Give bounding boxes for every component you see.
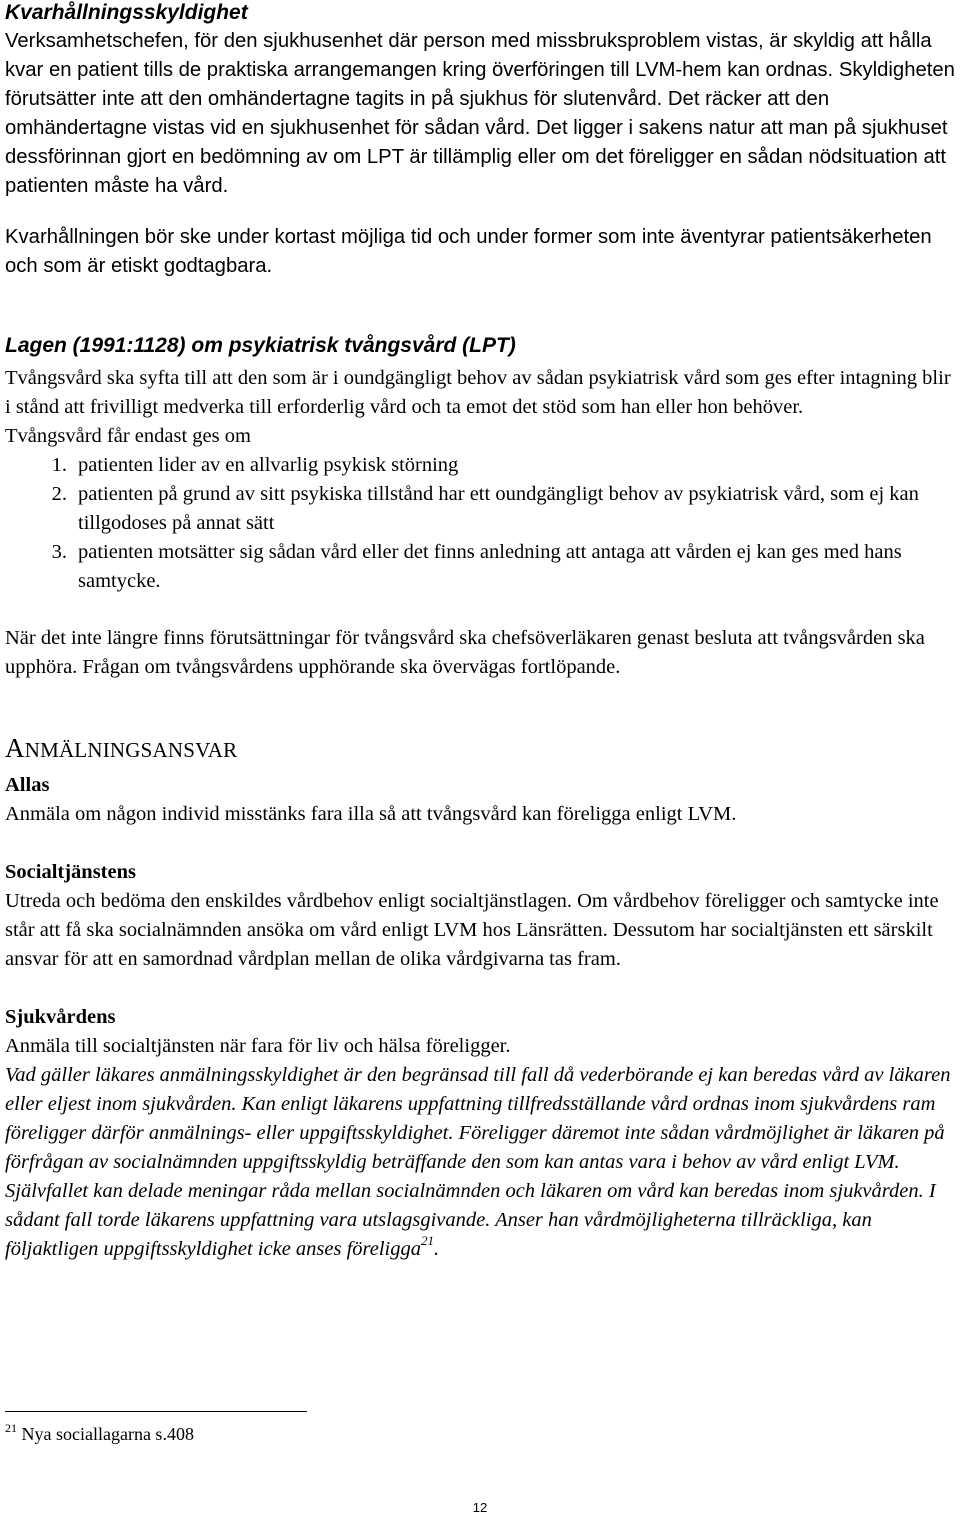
paragraph-lpt-2: När det inte längre finns förutsättningar för tvångsvård ska chefsöverläkaren genast besluta att tvångsvården ska upphöra. Frågan om tvångsvårdens upphörande ska övervägas fortlöpande. xyxy=(5,627,925,678)
subheading-sjukvardens: Sjukvårdens xyxy=(5,1006,116,1028)
list-item xyxy=(5,538,957,596)
footnote-number: 21 xyxy=(5,1421,17,1435)
list-item-text: patienten på grund av sitt psykiska tillstånd har ett oundgängligt behov av psykiatrisk vård, som ej kan tillgodoses på annat sätt xyxy=(78,483,919,534)
footnote-separator xyxy=(5,1411,307,1412)
section-title-anmalningsansvar: ANMÄLNINGSANSVAR xyxy=(5,733,238,763)
list-item xyxy=(5,451,957,480)
paragraph-lpt-list-intro: Tvångsvård får endast ges om xyxy=(5,425,251,447)
page-number: 12 xyxy=(472,1500,488,1515)
list-item xyxy=(5,480,957,538)
footnote xyxy=(5,1420,194,1448)
list-item-text: patienten lider av en allvarlig psykisk störning xyxy=(78,454,459,476)
subheading-allas: Allas xyxy=(5,774,50,796)
list-item-text: patienten motsätter sig sådan vård eller det finns anledning att antaga att vården ej kan ges med hans samtycke. xyxy=(78,541,902,592)
footnote-reference[interactable]: 21 xyxy=(421,1233,434,1248)
paragraph-kvarhallning-1: Verksamhetschefen, för den sjukhusenhet där person med missbruksproblem vistas, är skyldig att hålla kvar en patient tills de praktiska arrangemangen kring överföringen till LVM-hem kan ordnas. Skyldigheten förutsätter inte att den omhändertagne tagits in på sjukhus för slutenvård. Det räcker att den omhändertagne vistas vid en sjukhusenhet för sådan vård. Det ligger i sakens natur att man på sjukhuset dessförinnan gjort en bedömning av om LPT är tillämplig eller om det föreligger en sådan nödsituation att patienten måste ha vård. xyxy=(5,30,955,197)
criteria-list xyxy=(5,451,957,596)
paragraph-socialtjanstens: Utreda och bedöma den enskildes vårdbehov enligt socialtjänstlagen. Om vårdbehov föreligger och samtycke inte står att få ska socialnämnden ansöka om vård enligt LVM hos Länsrätten. Dessutom har socialtjänsten ett särskilt ansvar för att en samordnad vårdplan mellan de olika vårdgivarna tas fram. xyxy=(5,890,939,970)
paragraph-sjukvardens-italic: Vad gäller läkares anmälningsskyldighet är den begränsad till fall då vederbörande ej kan beredas vård av läkaren eller eljest inom sjukvården. Kan enligt läkarens uppfattning tillfredsställande vård ordnas inom sjukvårdens ram föreligger därför anmälnings- eller uppgiftsskyldighet. Föreligger däremot inte sådan vårdmöjlighet är läkaren på förfrågan av socialnämnden uppgiftsskyldig beträffande den som kan antas vara i behov av vård enligt LVM. Självfallet kan delade meningar råda mellan socialnämnden och läkaren om vård kan beredas inom sjukvården. I sådant fall torde läkarens uppfattning vara utslagsgivande. Anser han vårdmöjligheterna tillräckliga, kan följaktligen uppgiftsskyldighet icke anses föreligga$^{21}$. xyxy=(5,1064,951,1260)
footnote-text: Nya sociallagarna s.408 xyxy=(21,1424,194,1444)
paragraph-allas: Anmäla om någon individ misstänks fara illa så att tvångsvård kan föreligga enligt LVM. xyxy=(5,803,737,825)
paragraph-kvarhallning-2: Kvarhållningen bör ske under kortast möjliga tid och under former som inte äventyrar patientsäkerheten och som är etiskt godtagbara. xyxy=(5,226,932,277)
subheading-socialtjanstens: Socialtjänstens xyxy=(5,861,136,883)
list-item-number: 1. xyxy=(51,454,67,476)
paragraph-lpt-1: Tvångsvård ska syfta till att den som är i oundgängligt behov av sådan psykiatrisk vård som ges efter intagning blir i stånd att frivilligt medverka till erforderlig vård och ta emot det stöd som han eller hon behöver. xyxy=(5,367,951,418)
paragraph-sjukvardens: Anmäla till socialtjänsten när fara för liv och hälsa föreligger. xyxy=(5,1035,511,1057)
heading-lpt: Lagen (1991:1128) om psykiatrisk tvångsvård (LPT) xyxy=(5,334,516,357)
list-item-number: 3. xyxy=(51,541,67,563)
list-item-number: 2. xyxy=(51,483,67,505)
document-page xyxy=(5,0,957,1264)
heading-kvarhallningsskyldighet: Kvarhållningsskyldighet xyxy=(5,1,248,24)
